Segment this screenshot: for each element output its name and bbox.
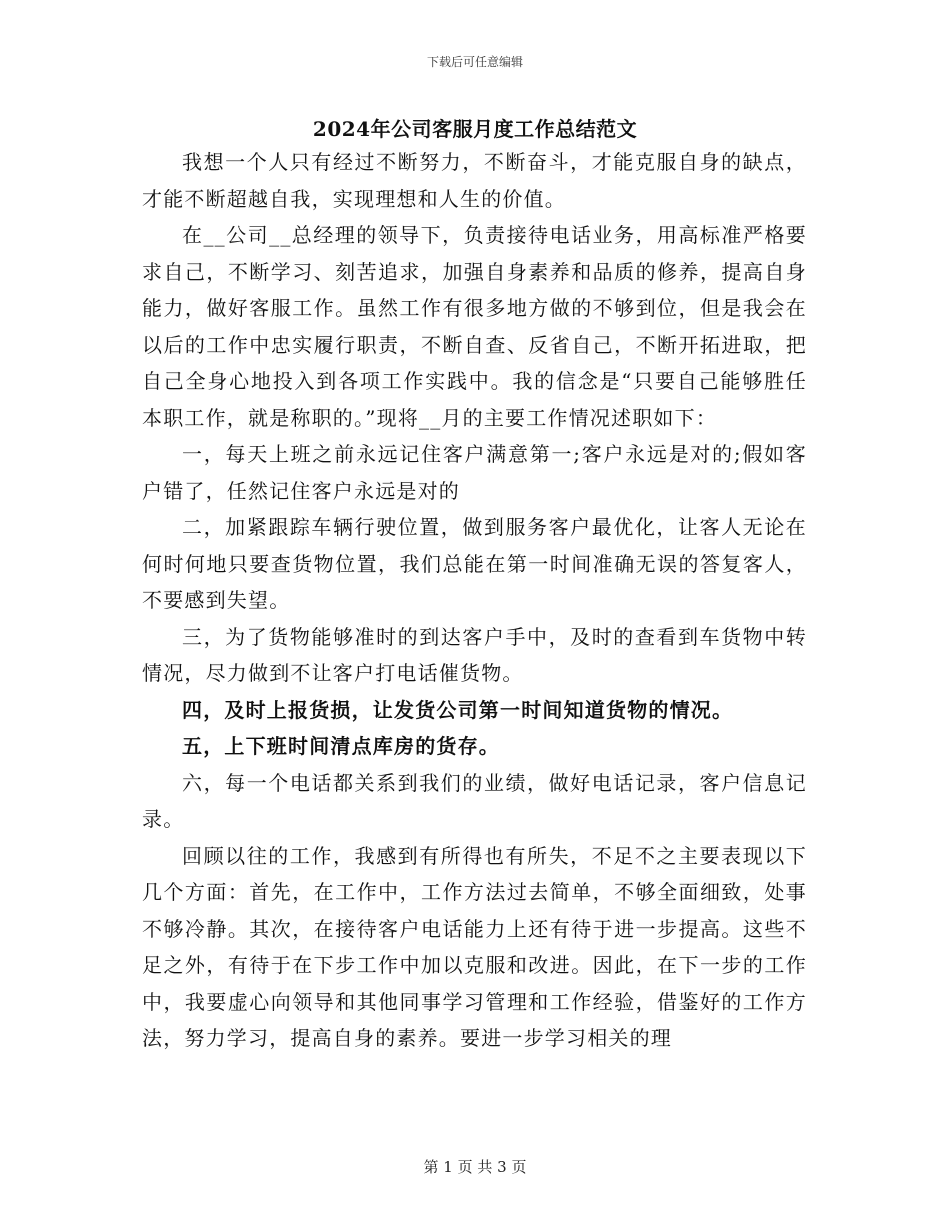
header-note: 下载后可任意编辑 xyxy=(426,55,523,69)
document-body xyxy=(142,144,807,1057)
list-item-paragraph: 六，每一个电话都关系到我们的业绩，做好电话记录，客户信息记录。 xyxy=(142,770,807,831)
document-title: 2024年公司客服月度工作总结范文 xyxy=(312,117,638,141)
list-item-paragraph: 二，加紧跟踪车辆行驶位置，做到服务客户最优化，让客人无论在何时何地只要查货物位置，我们总能在第一时间准确无误的答复客人，不要感到失望。 xyxy=(142,515,807,612)
paragraph: 在__公司__总经理的领导下，负责接待电话业务，用高标准严格要求自己，不断学习、刻苦追求，加强自身素养和品质的修养，提高自身能力，做好客服工作。虽然工作有很多地方做的不够到位，但是我会在以后的工作中忠实履行职责，不断自查、反省自己，不断开拓进取，把自己全身心地投入到各项工作实践中。我的信念是“只要自己能够胜任本职工作，就是称职的。”现将__月的主要工作情况述职如下： xyxy=(142,223,807,430)
list-item-paragraph: 三，为了货物能够准时的到达客户手中，及时的查看到车货物中转情况，尽力做到不让客户打电话催货物。 xyxy=(142,624,807,685)
list-item-paragraph-bold: 四，及时上报货损，让发货公司第一时间知道货物的情况。 xyxy=(182,697,734,722)
paragraph: 回顾以往的工作，我感到有所得也有所失，不足不之主要表现以下几个方面：首先，在工作中，工作方法过去简单，不够全面细致，处事不够冷静。其次，在接待客户电话能力上还有待于进一步提高。这些不足之外，有待于在下步工作中加以克服和改进。因此，在下一步的工作中，我要虚心向领导和其他同事学习管理和工作经验，借鉴好的工作方法，努力学习，提高自身的素养。要进一步学习相关的理 xyxy=(142,843,807,1050)
list-item-paragraph-bold: 五，上下班时间清点库房的货存。 xyxy=(182,734,500,758)
paragraph: 我想一个人只有经过不断努力，不断奋斗，才能克服自身的缺点，才能不断超越自我，实现理想和人生的价值。 xyxy=(142,150,807,211)
page-number-footer: 第 1 页 共 3 页 xyxy=(423,1158,527,1176)
list-item-paragraph: 一，每天上班之前永远记住客户满意第一;客户永远是对的;假如客户错了，任然记住客户永远是对的 xyxy=(142,442,807,503)
